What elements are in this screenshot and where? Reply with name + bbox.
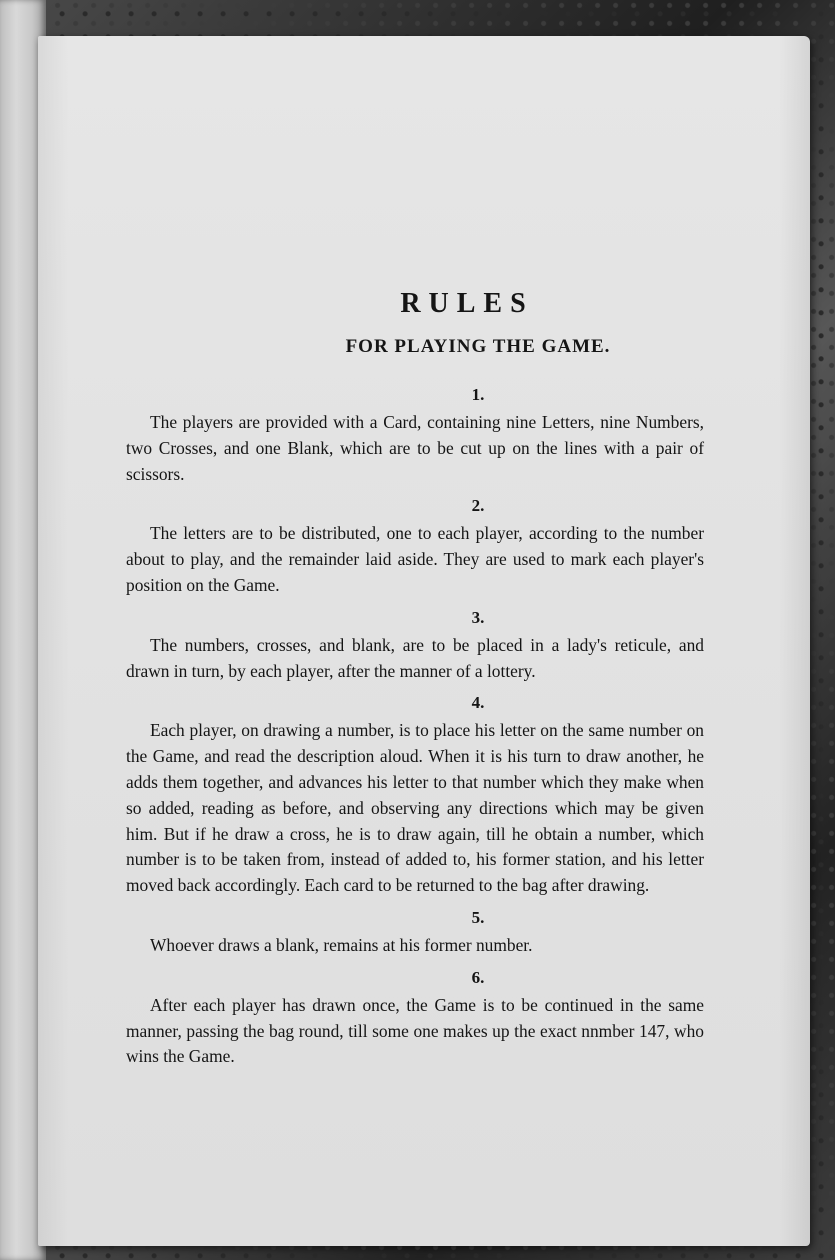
rule-block-2 [126, 495, 748, 598]
page-subtitle: FOR PLAYING THE GAME. [345, 336, 611, 357]
rule-number: 4. [471, 693, 485, 713]
rule-block-6 [126, 967, 748, 1070]
rule-text: The players are provided with a Card, containing nine Letters, nine Numbers, two Crosses, and one Blank, which are to be cut up on the lines with a pair of scissors. [126, 412, 704, 484]
page-title: RULES [400, 288, 534, 319]
book-page [38, 36, 810, 1246]
rule-text: The letters are to be distributed, one to each player, according to the number about to play, and the remainder laid aside. They are used to mark each player's position on the Game. [126, 523, 704, 595]
rule-block-3 [126, 607, 748, 685]
rule-text: Whoever draws a blank, remains at his former number. [150, 934, 533, 955]
rule-text: After each player has drawn once, the Game is to be continued in the same manner, passing the bag round, till some one makes up the exact nnmber 147, who wins the Game. [126, 994, 704, 1067]
rule-number: 2. [471, 496, 485, 516]
rule-text: Each player, on drawing a number, is to place his letter on the same number on the Game, and read the description aloud. When it is his turn to draw another, he adds them together, and advances his letter to that number which they make when so added, reading as before, and observing any directions which may be given him. But if he draw a cross, he is to draw again, till he obtain a number, which number is to be taken from, instead of added to, his former station, and his letter moved back accordingly. Each card to be returned to the bag after drawing. [126, 720, 704, 896]
rule-block-1 [126, 384, 748, 487]
rule-number: 3. [471, 607, 485, 627]
rule-number: 6. [471, 967, 485, 987]
rule-block-5 [150, 907, 748, 959]
rule-block-4 [126, 692, 748, 899]
rule-text: The numbers, crosses, and blank, are to be placed in a lady's reticule, and drawn in turn, by each player, after the manner of a lottery. [126, 634, 704, 681]
page-content [126, 288, 748, 1078]
rule-number: 1. [471, 385, 485, 404]
rule-number: 5. [471, 907, 485, 927]
